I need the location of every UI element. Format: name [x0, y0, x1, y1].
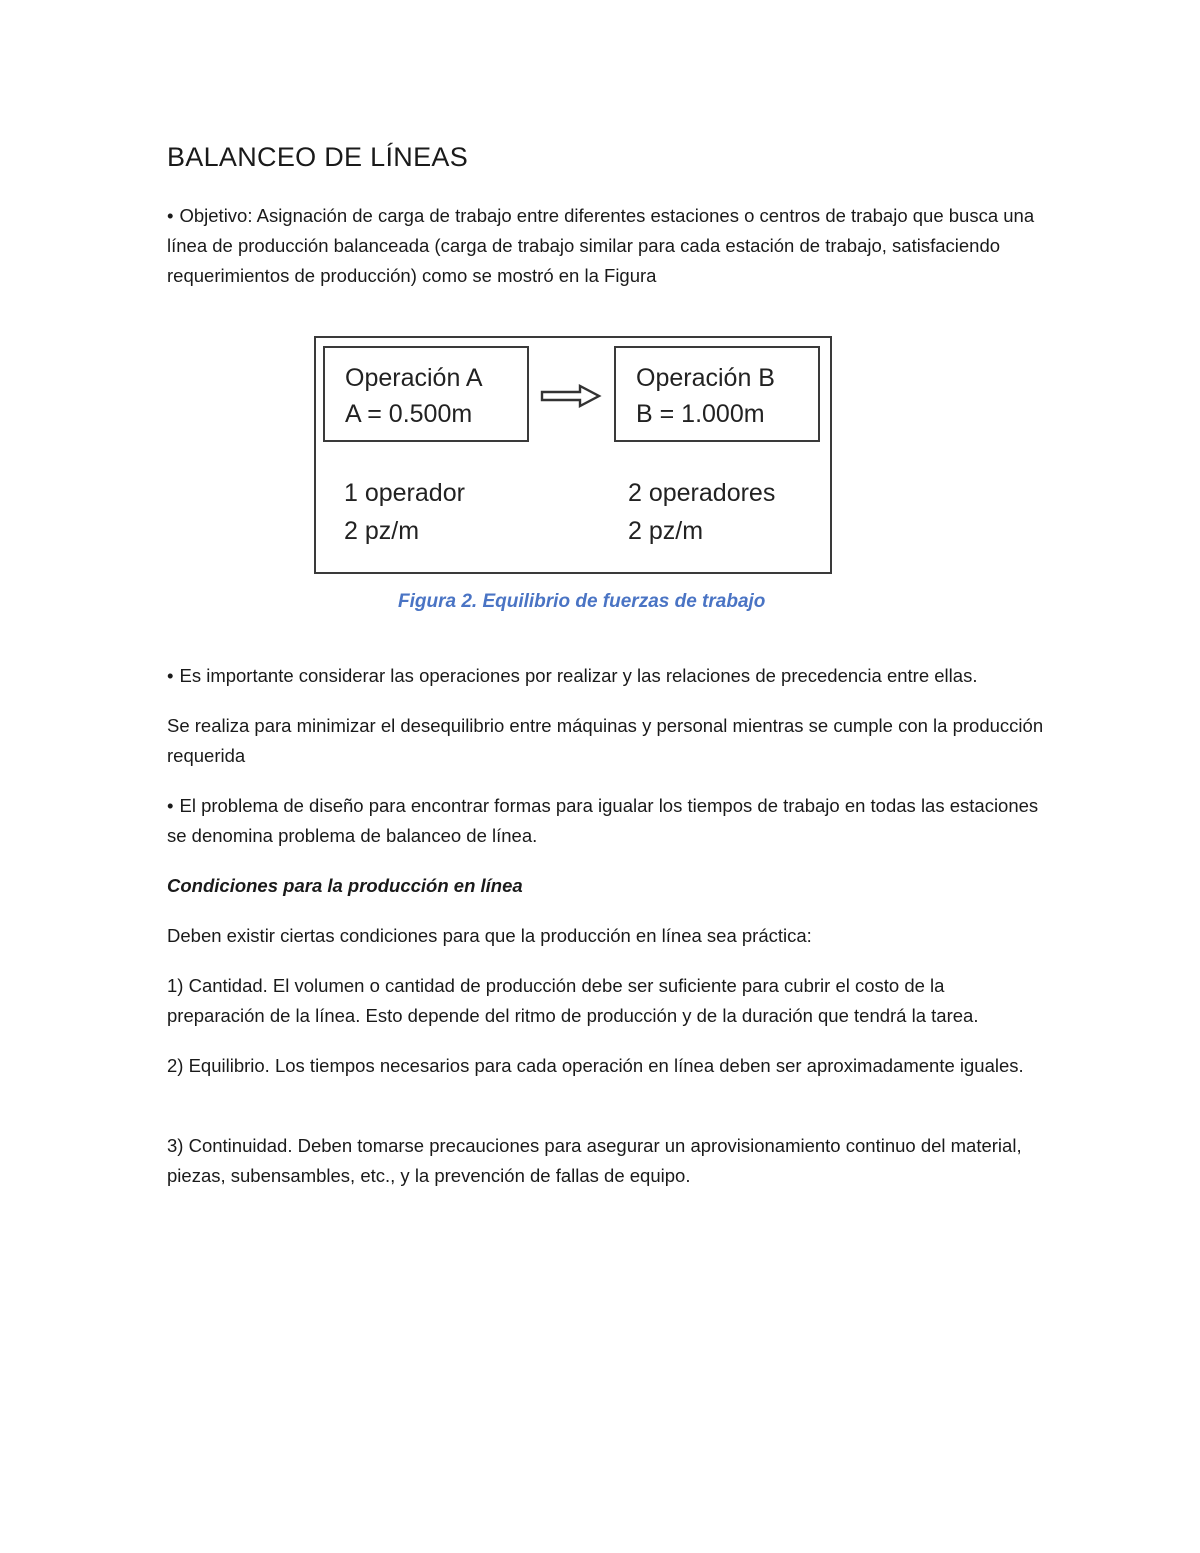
operation-a-operators: 1 operador — [344, 479, 465, 507]
operation-b-info — [628, 474, 775, 550]
operation-b-box — [614, 346, 820, 442]
operation-a-info — [344, 474, 465, 550]
figure-workload-balance — [314, 336, 832, 574]
bullet-icon: • — [167, 665, 174, 686]
operation-b-name: Operación B — [636, 364, 775, 392]
operation-a-rate: 2 pz/m — [344, 517, 420, 545]
condition-item: 2) Equilibrio. Los tiempos necesarios para cada operación en línea deben ser aproximadamente iguales. — [167, 1055, 1024, 1076]
operation-a-name: Operación A — [345, 364, 483, 392]
page-title: BALANCEO DE LÍNEAS — [167, 142, 469, 172]
conditions-heading: Condiciones para la producción en línea — [167, 875, 523, 896]
important-text: Es importante considerar las operaciones por realizar y las relaciones de precedencia entre ellas. — [179, 665, 978, 686]
important-paragraph — [167, 661, 1047, 691]
bullet-icon: • — [167, 205, 174, 226]
right-arrow-icon — [540, 384, 602, 408]
problem-text: El problema de diseño para encontrar formas para igualar los tiempos de trabajo en todas las estaciones se denomina problema de balanceo de línea. — [167, 795, 1039, 846]
problem-paragraph — [167, 791, 1047, 851]
operation-b-rate: 2 pz/m — [628, 517, 704, 545]
objective-paragraph — [167, 201, 1047, 291]
figure-caption: Figura 2. Equilibrio de fuerzas de trabajo — [398, 591, 766, 612]
condition-item: 3) Continuidad. Deben tomarse precauciones para asegurar un aprovisionamiento continuo del material, piezas, subensambles, etc., y la prevención de fallas de equipo. — [167, 1135, 1022, 1186]
objective-text: Objetivo: Asignación de carga de trabajo entre diferentes estaciones o centros de trabajo que busca una línea de producción balanceada (carga de trabajo similar para cada estación de trabajo, satisfaciendo requerimientos de producción) como se mostró en la Figura — [167, 205, 1035, 286]
conditions-intro: Deben existir ciertas condiciones para que la producción en línea sea práctica: — [167, 925, 812, 946]
minimize-paragraph: Se realiza para minimizar el desequilibrio entre máquinas y personal mientras se cumple con la producción requerida — [167, 715, 1044, 766]
condition-item: 1) Cantidad. El volumen o cantidad de producción debe ser suficiente para cubrir el costo de la preparación de la línea. Esto depende del ritmo de producción y de la duración que tendrá la tarea. — [167, 975, 979, 1026]
operation-b-operators: 2 operadores — [628, 479, 776, 507]
bullet-icon: • — [167, 795, 174, 816]
operation-a-time: A = 0.500m — [345, 400, 473, 428]
operation-a-box — [323, 346, 529, 442]
operation-b-time: B = 1.000m — [636, 400, 765, 428]
